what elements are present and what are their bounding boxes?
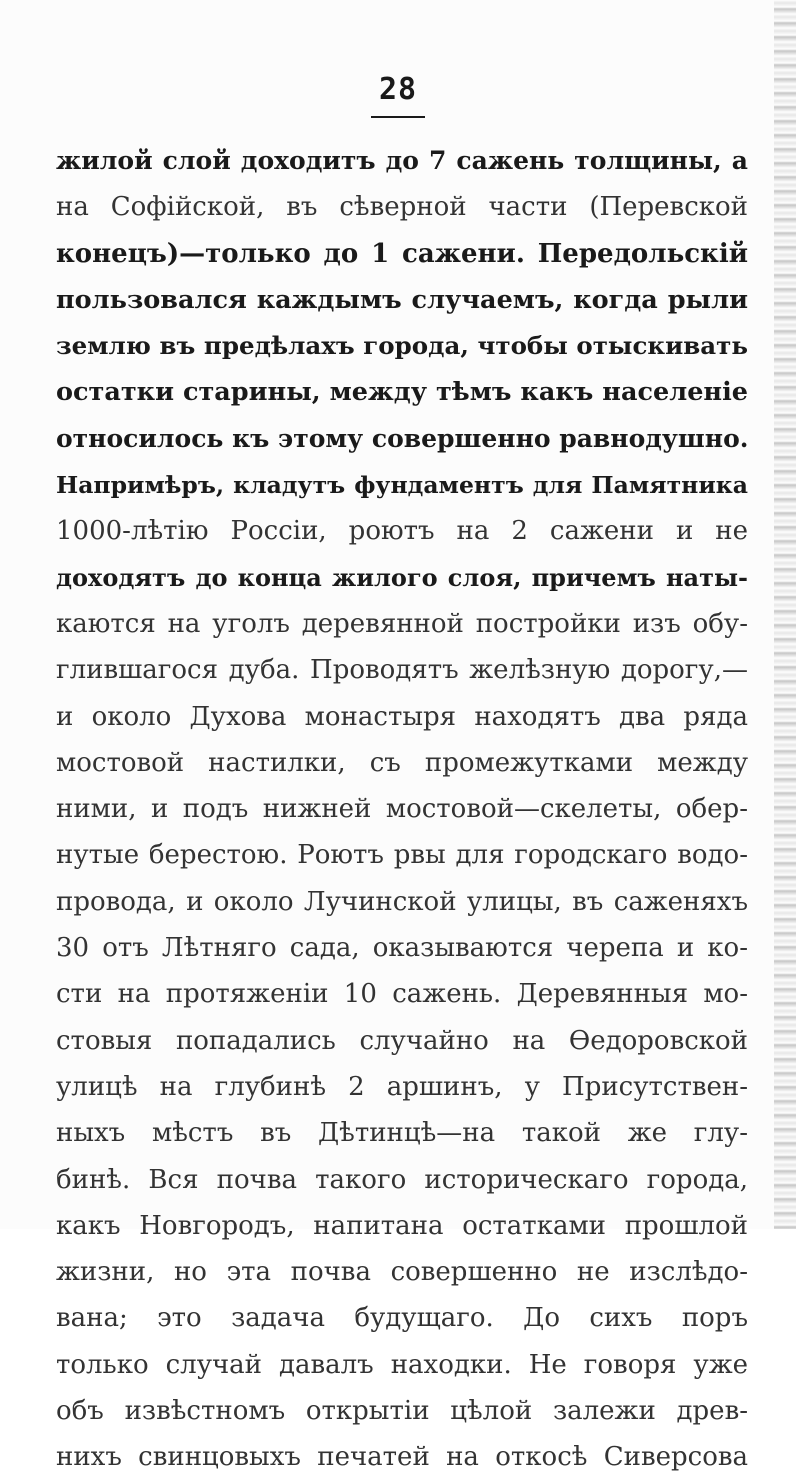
text-line: жизни, но эта почва совершенно не изслѣдо- (56, 1257, 748, 1288)
page-number: 28 (378, 72, 418, 107)
body-text (56, 138, 748, 1481)
text-line: жилой слой доходитъ до 7 сажень толщины, а (56, 146, 748, 175)
text-line: остатки старины, между тѣмъ какъ населеніе (56, 377, 748, 408)
text-line: ныхъ мѣстъ въ Дѣтинцѣ—на такой же глу- (56, 1118, 748, 1149)
text-line: вана; это задача будущаго. До сихъ поръ (56, 1303, 748, 1334)
text-line: улицѣ на глубинѣ 2 аршинъ, у Присутствен- (56, 1071, 748, 1102)
text-line: и около Духова монастыря находятъ два ряда (56, 701, 748, 732)
text-line: только случай давалъ находки. Не говоря уже (56, 1349, 748, 1380)
text-line: 30 отъ Лѣтняго сада, оказываются черепа и ко- (56, 933, 748, 964)
text-line: провода, и около Лучинской улицы, въ саженяхъ (56, 886, 748, 917)
text-line: глившагося дуба. Проводятъ желѣзную дорогу,— (56, 655, 748, 686)
text-line: нихъ свинцовыхъ печатей на откосѣ Сиверсова (56, 1442, 748, 1473)
text-line: бинѣ. Вся почва такого историческаго города, (56, 1164, 748, 1195)
text-line: Напримѣръ, кладутъ фундаментъ для Памятника (56, 471, 748, 500)
text-line: относилось къ этому совершенно равнодушно. (56, 423, 748, 453)
text-line: землю въ предѣлахъ города, чтобы отыскивать (56, 331, 748, 361)
page-number-rule (371, 116, 425, 118)
text-line: сти на протяженіи 10 сажень. Деревянныя мо- (56, 979, 748, 1010)
text-line: какъ Новгородъ, напитана остатками прошлой (56, 1210, 748, 1241)
text-line: пользовался каждымъ случаемъ, когда рыли (56, 284, 748, 315)
text-line: 1000-лѣтію Россіи, роютъ на 2 сажени и не (56, 516, 748, 547)
text-line: нутые берестою. Роютъ рвы для городскаго водо- (56, 840, 748, 871)
text-line: каются на уголъ деревянной постройки изъ обу- (56, 608, 748, 639)
text-line: ними, и подъ нижней мостовой—скелеты, обер- (56, 794, 748, 825)
text-line: стовыя попадались случайно на Ѳедоровской (56, 1025, 748, 1056)
text-line: конецъ)—только до 1 сажени. Передольскій (56, 238, 748, 269)
text-line: доходятъ до конца жилого слоя, причемъ наты- (56, 562, 748, 592)
text-line: мостовой настилки, съ промежутками между (56, 747, 748, 778)
text-line: объ извѣстномъ открытіи цѣлой залежи древ- (56, 1396, 748, 1427)
text-line: на Софійской, въ сѣверной части (Перевской (56, 192, 748, 223)
page-edge-shadow (774, 0, 796, 1229)
